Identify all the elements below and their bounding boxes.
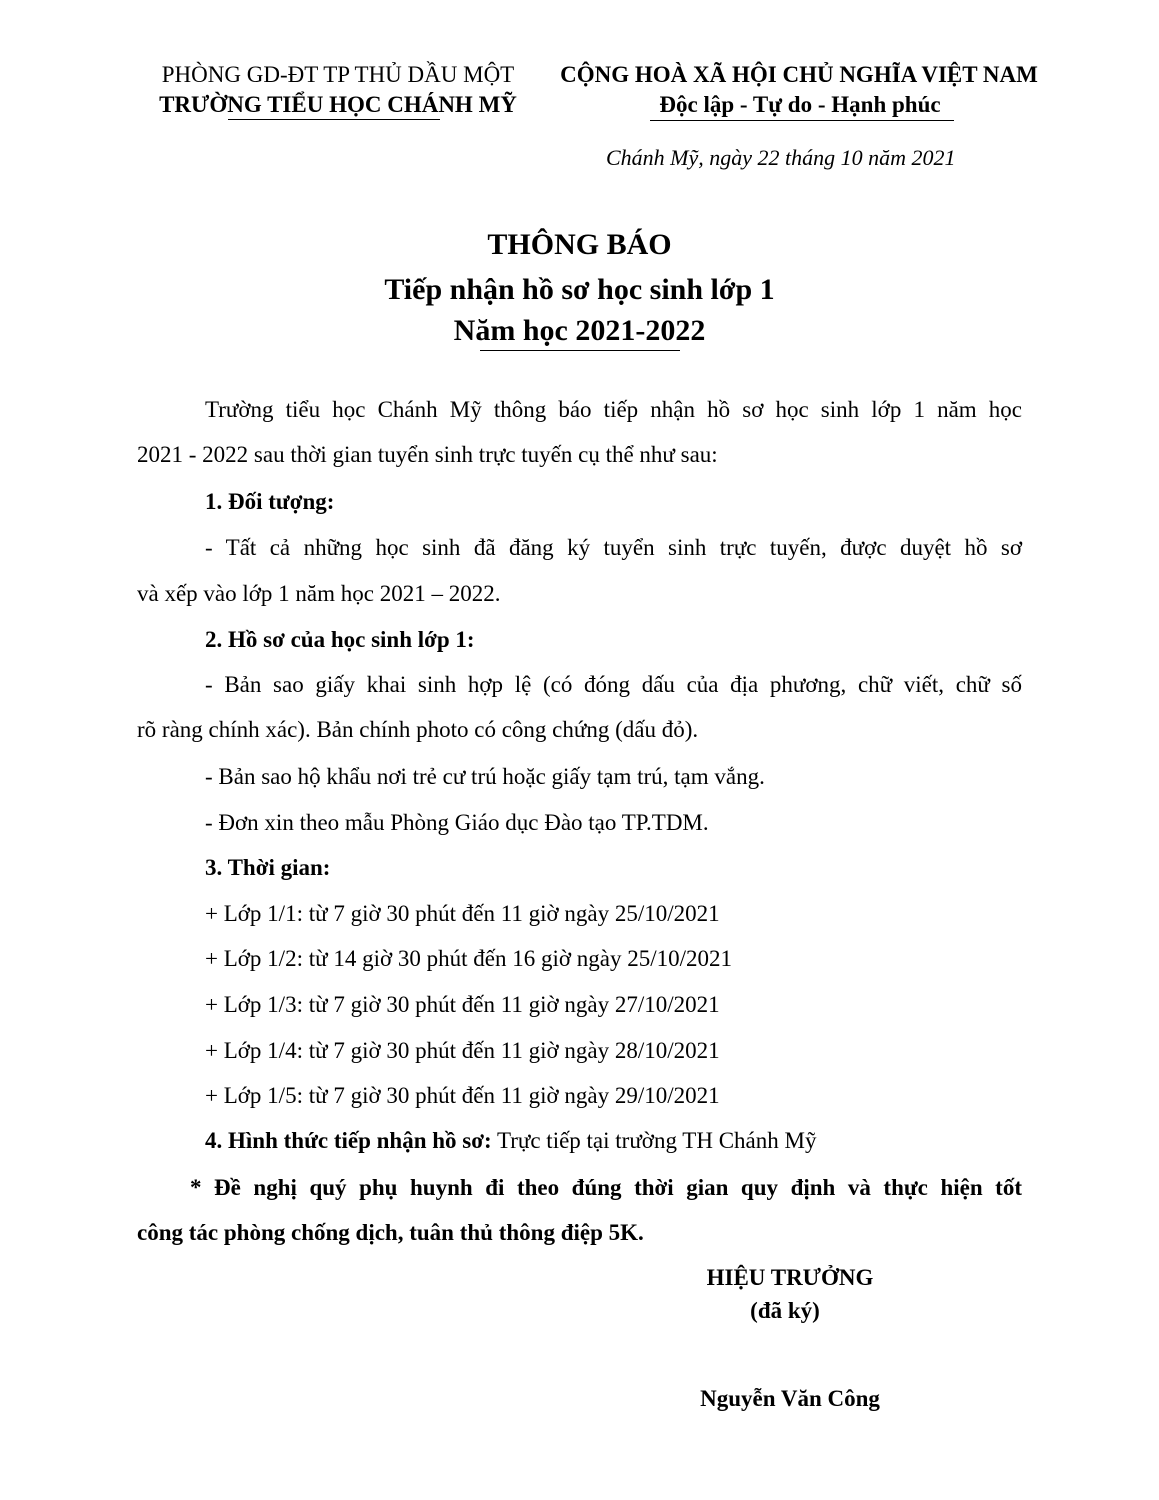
school-name: TRƯỜNG TIỂU HỌC CHÁNH MỸ xyxy=(159,92,517,117)
schedule-item: + Lớp 1/5: từ 7 giờ 30 phút đến 11 giờ ngày 29/10/2021 xyxy=(205,1083,720,1108)
national-title: CỘNG HOÀ XÃ HỘI CHỦ NGHĨA VIỆT NAM xyxy=(560,62,1038,87)
signature-status: (đã ký) xyxy=(750,1298,820,1323)
department-name: PHÒNG GD-ĐT TP THỦ DẦU MỘT xyxy=(161,62,515,87)
section-1-line-2: và xếp vào lớp 1 năm học 2021 – 2022. xyxy=(137,581,501,606)
section-2-line-2: rõ ràng chính xác). Bản chính photo có công chứng (dấu đỏ). xyxy=(137,717,699,742)
schedule-item: + Lớp 1/3: từ 7 giờ 30 phút đến 11 giờ ngày 27/10/2021 xyxy=(205,992,720,1017)
section-3-heading: 3. Thời gian: xyxy=(205,855,331,880)
school-year-title: Năm học 2021-2022 xyxy=(453,314,706,347)
date-line: Chánh Mỹ, ngày 22 tháng 10 năm 2021 xyxy=(606,145,956,170)
motto-underline xyxy=(650,120,954,121)
section-4 xyxy=(205,1128,816,1154)
schedule-item: + Lớp 1/1: từ 7 giờ 30 phút đến 11 giờ ngày 25/10/2021 xyxy=(205,901,720,926)
signature-position: HIỆU TRƯỞNG xyxy=(706,1265,874,1290)
schedule-item: + Lớp 1/4: từ 7 giờ 30 phút đến 11 giờ ngày 28/10/2021 xyxy=(205,1038,720,1063)
intro-line-2: 2021 - 2022 sau thời gian tuyển sinh trực tuyến cụ thể như sau: xyxy=(137,442,718,467)
intro-line-1: Trường tiểu học Chánh Mỹ thông báo tiếp nhận hồ sơ học sinh lớp 1 năm học xyxy=(205,397,1022,422)
section-2-line-4: - Đơn xin theo mẫu Phòng Giáo dục Đào tạo TP.TDM. xyxy=(205,810,709,835)
signatory-name: Nguyễn Văn Công xyxy=(700,1386,880,1411)
note-line-2: công tác phòng chống dịch, tuân thủ thông điệp 5K. xyxy=(137,1220,644,1245)
section-4-text: Trực tiếp tại trường TH Chánh Mỹ xyxy=(491,1128,817,1153)
section-1-heading: 1. Đối tượng: xyxy=(205,489,335,514)
national-motto: Độc lập - Tự do - Hạnh phúc xyxy=(659,92,941,117)
section-2-line-3: - Bản sao hộ khẩu nơi trẻ cư trú hoặc giấy tạm trú, tạm vắng. xyxy=(205,764,765,789)
section-2-line-1: - Bản sao giấy khai sinh hợp lệ (có đóng dấu của địa phương, chữ viết, chữ số xyxy=(205,672,1022,697)
school-underline xyxy=(228,119,440,120)
schedule-item: + Lớp 1/2: từ 14 giờ 30 phút đến 16 giờ ngày 25/10/2021 xyxy=(205,946,733,971)
title-underline xyxy=(480,350,680,351)
document-subtitle: Tiếp nhận hồ sơ học sinh lớp 1 xyxy=(384,273,775,306)
section-2-heading: 2. Hồ sơ của học sinh lớp 1: xyxy=(205,627,475,652)
note-line-1: * Đề nghị quý phụ huynh đi theo đúng thời gian quy định và thực hiện tốt xyxy=(190,1175,1022,1200)
section-1-line-1: - Tất cả những học sinh đã đăng ký tuyển sinh trực tuyến, được duyệt hồ sơ xyxy=(205,535,1022,560)
section-4-heading: 4. Hình thức tiếp nhận hồ sơ: xyxy=(205,1128,492,1153)
document-title: THÔNG BÁO xyxy=(487,228,672,261)
